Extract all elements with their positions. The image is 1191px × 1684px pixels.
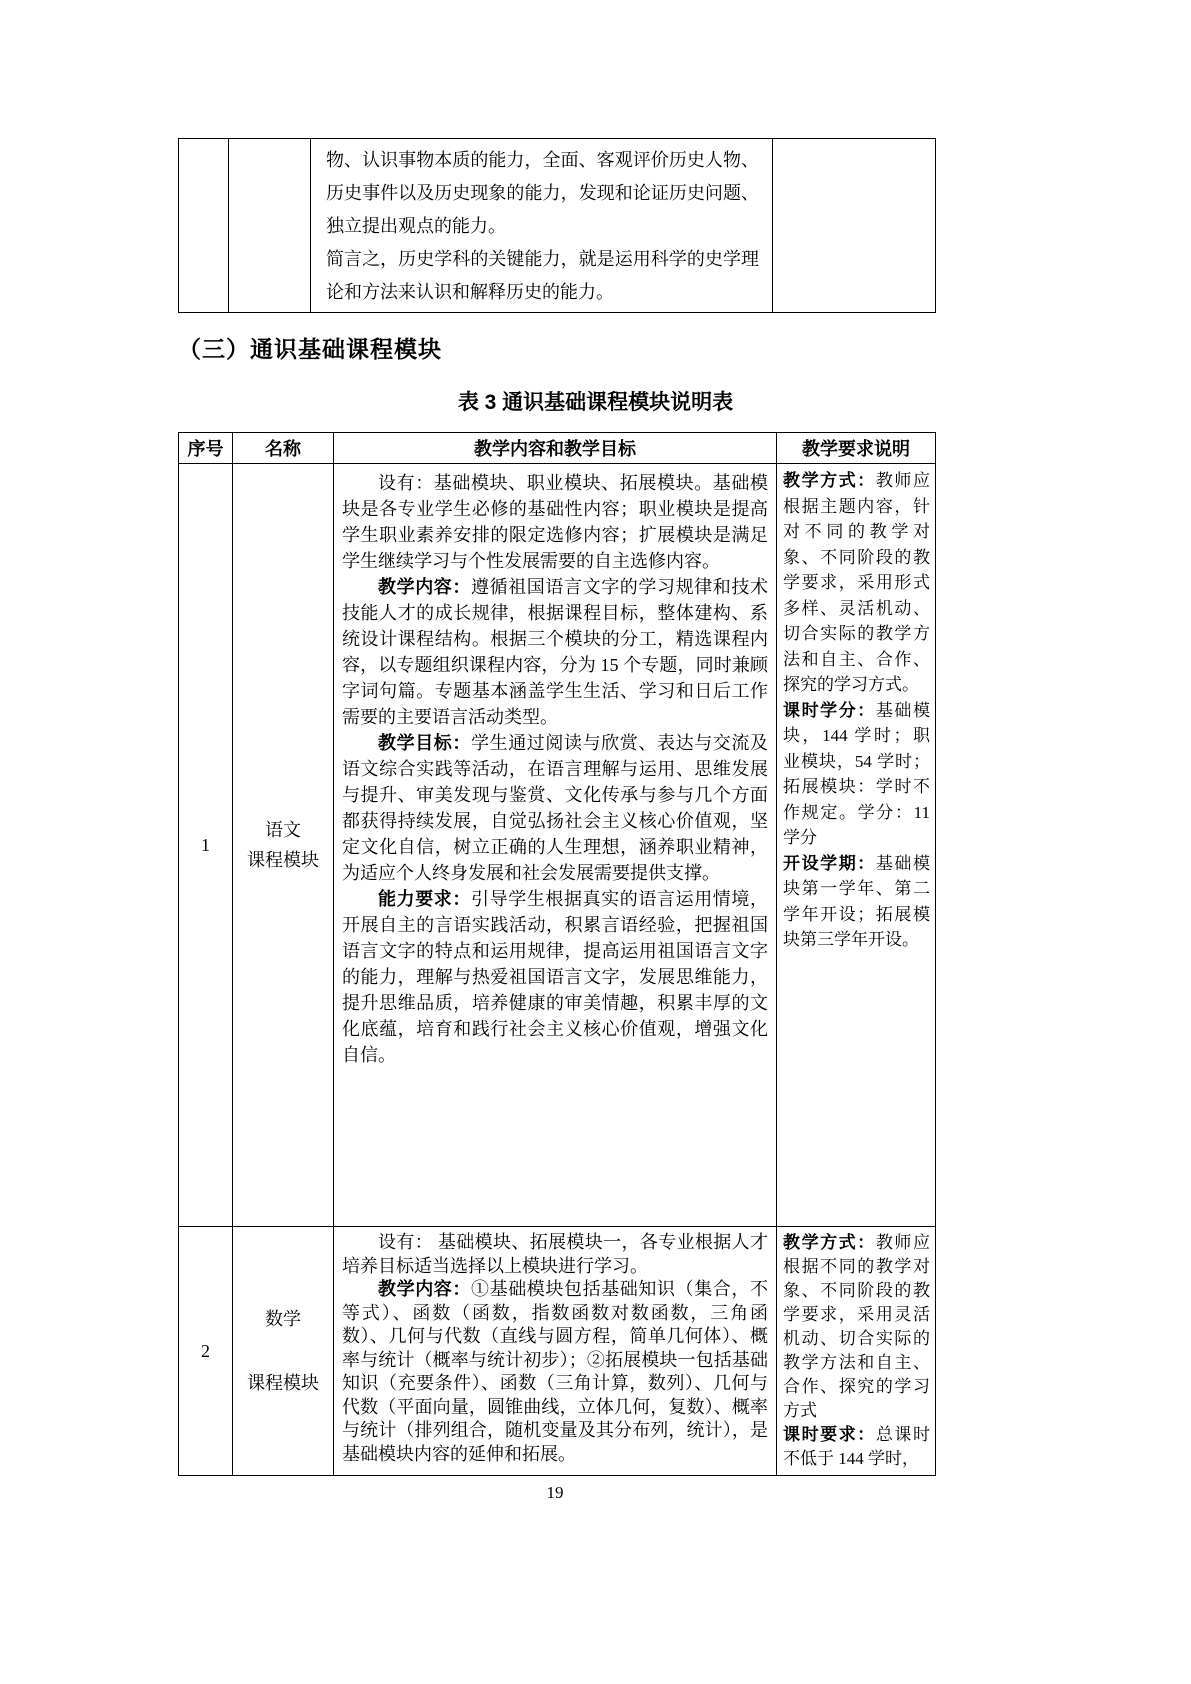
row1-requirement: [777, 464, 936, 1227]
header-no: 序号: [179, 433, 233, 464]
row2-requirement: [777, 1227, 936, 1476]
requirement-paragraph: 课时学分：基础模块，144 学时；职业模块，54 学时；拓展模块：学时不作规定。学分：11 学分: [783, 700, 931, 847]
content-paragraph: 教学内容：①基础模块包括基础知识（集合，不等式）、函数（函数，指数函数对数函数，三角函数）、几何与代数（直线与圆方程，简单几何体）、概率与统计（概率与统计初步）；②拓展模块一包括基础知识（充要条件）、函数（三角计算，数列）、几何与代数（平面向量，圆锥曲线，立体几何，复数）、概率与统计（排列组合，随机变量及其分布列，统计），是基础模块内容的延伸和拓展。: [342, 1279, 768, 1464]
fragment-content-cell: [311, 139, 773, 313]
fragment-paragraph: 简言之，历史学科的关键能力，就是运用科学的史学理论和方法来认识和解释历史的能力。: [326, 249, 759, 302]
requirement-paragraph: 开设学期：基础模块第一学年、第二学年开设；拓展模块第三学年开设。: [783, 853, 931, 949]
module-description-table: [178, 432, 936, 1476]
content-paragraph: 能力要求：引导学生根据真实的语言运用情境，开展自主的言语实践活动，积累言语经验，把握祖国语言文字的特点和运用规律，提高运用祖国语言文字的能力，理解与热爱祖国语言文字，发展思维能力，提升思维品质，培养健康的审美情趣，积累丰厚的文化底蕴，培育和践行社会主义核心价值观，增强文化自信。: [342, 889, 768, 1065]
table-caption: 表 3 通识基础课程模块说明表: [457, 391, 734, 414]
row2-name: [233, 1227, 334, 1476]
header-requirement: 教学要求说明: [777, 433, 936, 464]
fragment-row: [179, 139, 936, 313]
row1-no: 1: [179, 464, 233, 1227]
content-paragraph: 教学目标：学生通过阅读与欣赏、表达与交流及语文综合实践等活动，在语言理解与运用、思维发展与提升、审美发现与鉴赏、文化传承与参与几个方面都获得持续发展，自觉弘扬社会主义核心价值观，坚定文化自信，树立正确的人生理想，涵养职业精神，为适应个人终身发展和社会发展需要提供支撑。: [342, 733, 768, 883]
row2-name-gap: [237, 1334, 329, 1368]
content-paragraph: 教学内容：遵循祖国语言文字的学习规律和技术技能人才的成长规律，根据课程目标，整体建构、系统设计课程结构。根据三个模块的分工，精选课程内容，以专题组织课程内容，分为 15 个专题，同时兼顾字词句篇。专题基本涵盖学生生活、学习和日后工作需要的主要语言活动类型。: [342, 577, 768, 727]
header-content: 教学内容和教学目标: [334, 433, 777, 464]
table-row: [179, 1227, 936, 1476]
content-paragraph: 设有：基础模块、职业模块、拓展模块。基础模块是各专业学生必修的基础性内容；职业模块是提高学生职业素养安排的限定选修内容；扩展模块是满足学生继续学习与个性发展需要的自主选修内容。: [342, 473, 768, 571]
fragment-no-cell: [179, 139, 229, 313]
row2-content: [334, 1227, 777, 1476]
row1-name-line1: 语文: [265, 820, 301, 840]
row1-content: [334, 464, 777, 1227]
fragment-name-cell: [229, 139, 311, 313]
table-row: [179, 464, 936, 1227]
fragment-paragraph: 物、认识事物本质的能力，全面、客观评价历史人物、历史事件以及历史现象的能力，发现和论证历史问题、独立提出观点的能力。: [326, 150, 759, 236]
row1-name-line2: 课程模块: [247, 850, 319, 870]
requirement-paragraph: 教学方式：教师应根据不同的教学对象、不同阶段的教学要求，采用灵活机动、切合实际的教学方法和自主、合作、探究的学习方式: [783, 1233, 931, 1420]
fragment-requirement-cell: [773, 139, 936, 313]
content-paragraph: 设有： 基础模块、拓展模块一，各专业根据人才培养目标适当选择以上模块进行学习。: [342, 1232, 768, 1276]
row2-name-line2: 课程模块: [247, 1373, 319, 1393]
row1-name: [233, 464, 334, 1227]
table-header-row: [179, 433, 936, 464]
row2-no: 2: [179, 1227, 233, 1476]
previous-table-fragment: [178, 138, 936, 313]
requirement-paragraph: 课时要求：总课时不低于 144 学时，: [783, 1425, 931, 1468]
header-name: 名称: [233, 433, 334, 464]
requirement-paragraph: 教学方式：教师应根据主题内容，针对不同的教学对象、不同阶段的教学要求，采用形式多样、灵活机动、切合实际的教学方法和自主、合作、探究的学习方式。: [783, 471, 931, 694]
row2-name-line1: 数学: [265, 1309, 301, 1329]
section-heading: （三）通识基础课程模块: [178, 336, 442, 362]
page-number: 19: [546, 1483, 564, 1502]
